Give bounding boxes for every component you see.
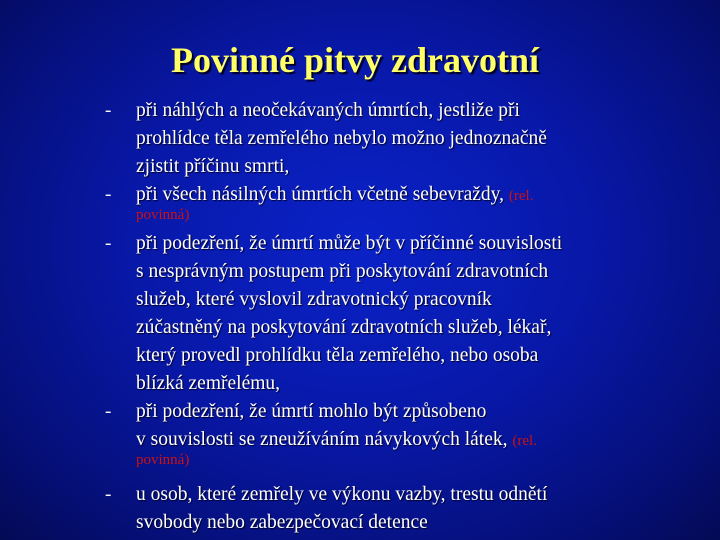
bullet-marker: - — [105, 233, 112, 254]
note-label: (rel. — [508, 188, 534, 204]
text-segment: při všech násilných úmrtích včetně sebevraždy, — [136, 184, 505, 205]
bullet-marker: - — [105, 100, 112, 121]
list-item — [0, 181, 720, 224]
bullet-marker: - — [105, 484, 112, 505]
slide-title: Povinné pitvy zdravotní — [170, 40, 539, 80]
text-line: při podezření, že úmrtí může být v příčinné souvislosti — [136, 233, 563, 254]
note-label: (rel. — [512, 433, 537, 449]
text-line: zúčastněný na poskytování zdravotních služeb, lékař, — [136, 317, 552, 338]
bullet-text — [136, 97, 696, 181]
bullet-text — [136, 230, 696, 398]
list-item — [0, 481, 720, 537]
bullet-marker: - — [105, 401, 112, 422]
text-line: služeb, které vyslovil zdravotnický pracovník — [136, 289, 492, 310]
bullet-text — [136, 481, 696, 537]
bullet-list — [0, 97, 720, 537]
list-item — [0, 230, 720, 398]
list-item — [0, 97, 720, 181]
text-line: s nesprávným postupem při poskytování zdravotních — [136, 261, 549, 282]
text-line: při náhlých a neočekávaných úmrtích, jestliže při — [136, 100, 520, 121]
list-item — [0, 398, 720, 469]
note-label: povinná) — [136, 452, 190, 468]
text-line: při podezření, že úmrtí mohlo být způsobeno — [136, 401, 487, 422]
text-line: blízká zemřelému, — [136, 373, 281, 394]
text-segment: v souvislosti se zneužíváním návykových látek, — [136, 429, 508, 450]
bullet-marker: - — [105, 184, 112, 205]
bullet-text — [136, 398, 696, 469]
bullet-text — [136, 181, 696, 224]
text-line: který provedl prohlídku těla zemřelého, nebo osoba — [136, 345, 539, 366]
text-line: svobody nebo zabezpečovací detence — [136, 512, 428, 533]
note-label: povinná) — [136, 207, 190, 223]
text-line: u osob, které zemřely ve výkonu vazby, trestu odnětí — [136, 484, 548, 505]
text-line: zjistit příčinu smrti, — [136, 156, 290, 177]
text-line: prohlídce těla zemřelého nebylo možno jednoznačně — [136, 128, 547, 149]
